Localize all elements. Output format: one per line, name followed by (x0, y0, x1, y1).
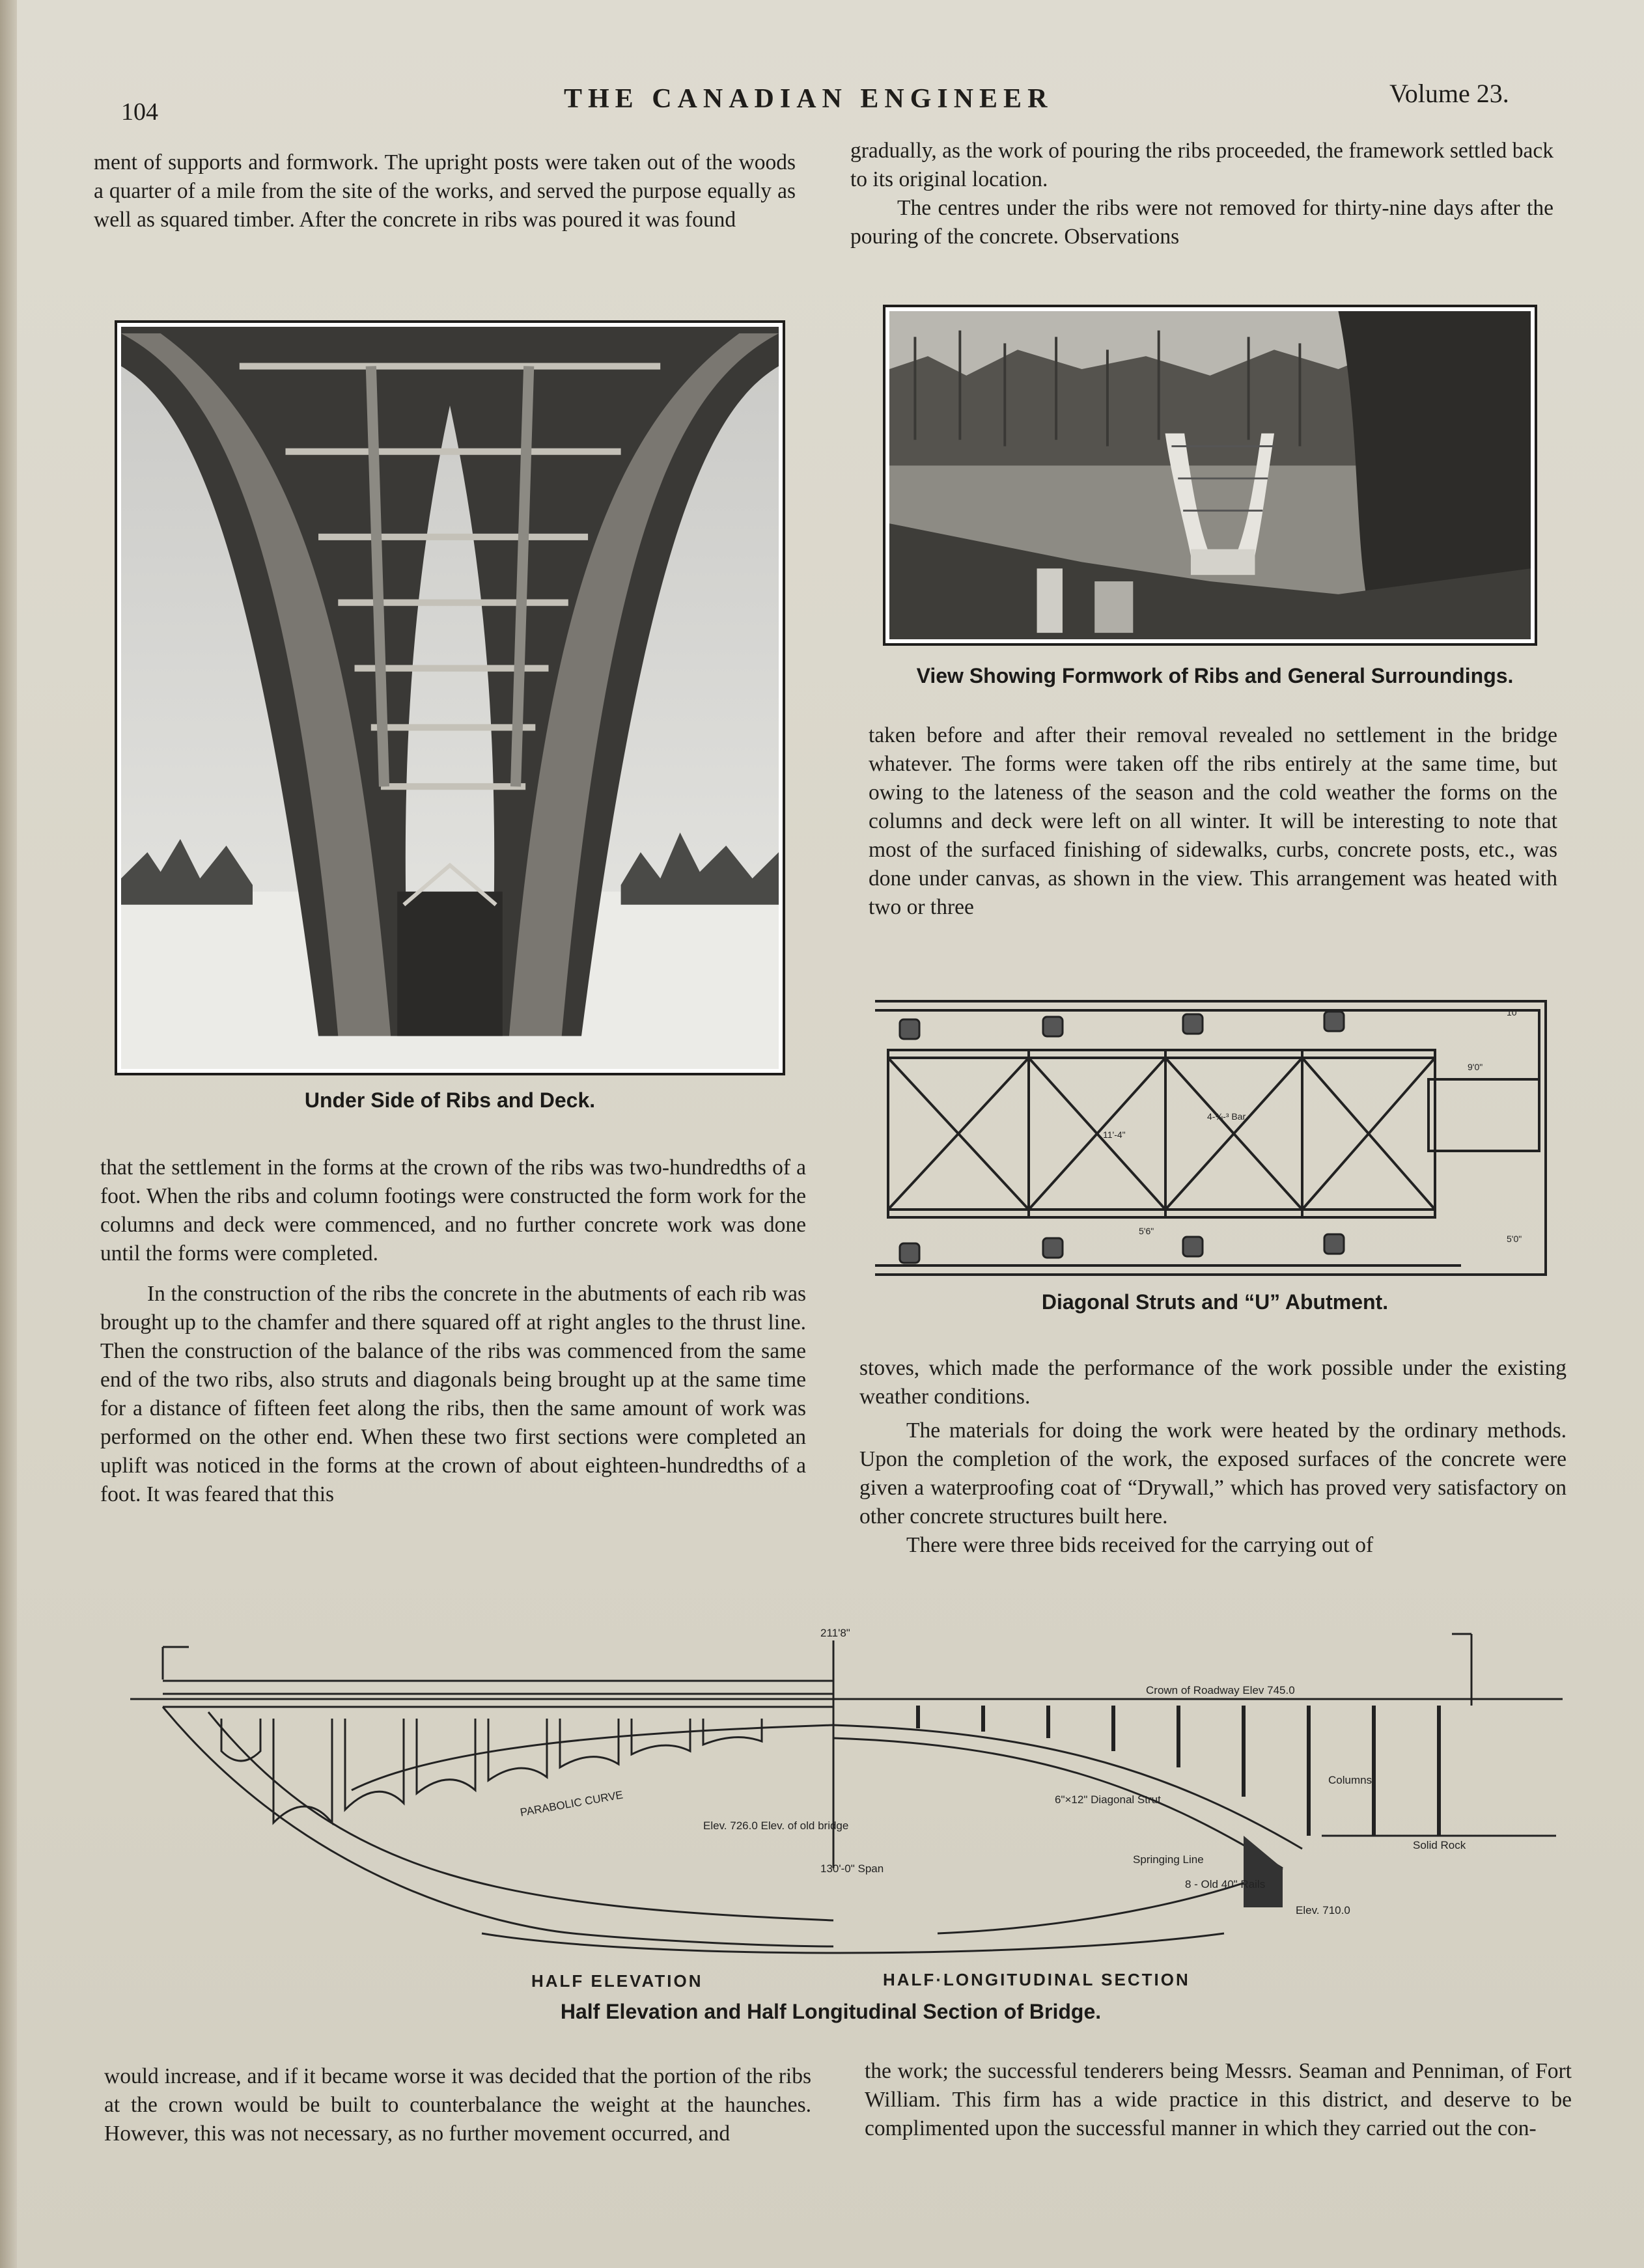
bar-label: 4-¾-³ Bar (1207, 1111, 1246, 1122)
height-label: 11'-4" (1103, 1129, 1126, 1140)
drawing-diagonal-struts (869, 975, 1559, 1284)
right-column-lower (859, 1354, 1567, 1560)
photo-formwork (883, 305, 1537, 646)
drawing-bridge-elevation (117, 1621, 1569, 1966)
paragraph: ment of supports and formwork. The upright posts were taken out of the woods a quarter of a mile from the site of the works, and served the purpose equally as well as squared timber. After the concrete in ribs was poured it was found (94, 150, 796, 232)
paragraph: that the settlement in the forms at the crown of the ribs was two-hundredths of a foot. When the ribs and column footings were constructed the form work for the columns and deck were commenced, and no further concrete work was done until the forms were completed. (100, 1155, 806, 1265)
columns-note: Columns (1328, 1774, 1372, 1786)
caption-bridge: Half Elevation and Half Longitudinal Section of Bridge. (560, 2000, 1102, 2023)
rails-note: 8 - Old 40" Rails (1185, 1878, 1266, 1890)
paragraph: The centres under the ribs were not removed for thirty-nine days after the pouring of the concrete. Observations (850, 196, 1553, 249)
dim-label-56: 5'6" (1139, 1226, 1154, 1236)
rock-note: Solid Rock (1413, 1839, 1466, 1851)
photo-underside-ribs (115, 320, 785, 1075)
caption-formwork: View Showing Formwork of Ribs and General Surroundings. (916, 664, 1514, 687)
left-column-mid (100, 1154, 806, 1509)
paragraph: The materials for doing the work were heated by the ordinary methods. Upon the completion of the work, the exposed surfaces of the concrete were given a waterproofing coat of “Drywall,” which has proved very satisfactory on other concrete structures built here. (859, 1418, 1567, 1528)
left-column-top (94, 148, 796, 234)
diagonal-note: 6"×12" Diagonal Strut (1055, 1793, 1161, 1806)
label-half-section: HALF·LONGITUDINAL SECTION (883, 1970, 1190, 1989)
paragraph: would increase, and if it became worse it was decided that the portion of the ribs at the crown would be built to counterbalance the weight at the haunches. However, this was not necessary, as no further movement occurred, and (104, 2064, 811, 2146)
crown-note: Crown of Roadway Elev 745.0 (1146, 1684, 1295, 1696)
dim-label-5: 5'0" (1507, 1234, 1522, 1244)
page-number: 104 (121, 98, 158, 126)
caption-struts: Diagonal Struts and “U” Abutment. (1041, 1290, 1389, 1314)
dim-label-9: 9'0" (1468, 1062, 1483, 1072)
underside-photo-image (121, 327, 779, 1069)
dim-label-10: 10' (1507, 1007, 1519, 1017)
bridge-drawing-image (117, 1621, 1569, 1966)
paragraph: In the construction of the ribs the concrete in the abutments of each rib was brought up to the chamfer and there squared off at right angles to the thrust line. Then the construction of the balance of the ribs was commenced from the same end of the two ribs, also struts and diagonals being brought up at the same time for a distance of fifteen feet along the ribs, then the same amount of work was performed on the other end. When these two first sections were completed an uplift was noticed in the forms at the crown of about eighteen-hundredths of a foot. It was feared that this (100, 1282, 806, 1506)
volume-label: Volume 23. (1389, 79, 1509, 108)
top-dim-note: 211'8" (820, 1627, 850, 1639)
span-note: 130'-0" Span (820, 1862, 884, 1875)
right-column-mid (869, 721, 1557, 922)
springing-note: Springing Line (1133, 1853, 1204, 1866)
paragraph: stoves, which made the performance of the work possible under the existing weather conditions. (859, 1356, 1567, 1409)
parabolic-note: PARABOLIC CURVE (519, 1788, 624, 1819)
caption-underside: Under Side of Ribs and Deck. (304, 1088, 596, 1112)
struts-drawing-image (869, 975, 1559, 1284)
binding-spine (0, 0, 17, 2268)
paragraph: taken before and after their removal revealed no settlement in the bridge whatever. The forms were taken off the ribs entirely at the same time, but owing to the lateness of the season and the cold weather the forms on the columns and deck were left on all winter. It will be interesting to note that most of the surfaced finishing of sidewalks, curbs, concrete posts, etc., was done under canvas, as shown in the view. This arrangement was heated with two or three (869, 723, 1557, 919)
elev-note: Elev. 710.0 (1296, 1904, 1350, 1916)
journal-title: THE CANADIAN ENGINEER (564, 84, 1053, 114)
old-bridge-note: Elev. 726.0 Elev. of old bridge (703, 1819, 849, 1832)
formwork-photo-image (889, 311, 1531, 639)
label-half-elevation: HALF ELEVATION (531, 1971, 703, 1991)
right-column-top (850, 137, 1553, 251)
paragraph: the work; the successful tenderers being Messrs. Seaman and Penniman, of Fort William. This firm has a wide practice in this district, and deserve to be complimented upon the successful manner in which they carried out the con- (865, 2059, 1572, 2140)
right-column-bottom (865, 2057, 1572, 2143)
paragraph: There were three bids received for the carrying out of (906, 1533, 1374, 1557)
paragraph: gradually, as the work of pouring the ribs proceeded, the framework settled back to its original location. (850, 139, 1553, 191)
left-column-bottom (104, 2062, 811, 2148)
page (17, 0, 1644, 2268)
